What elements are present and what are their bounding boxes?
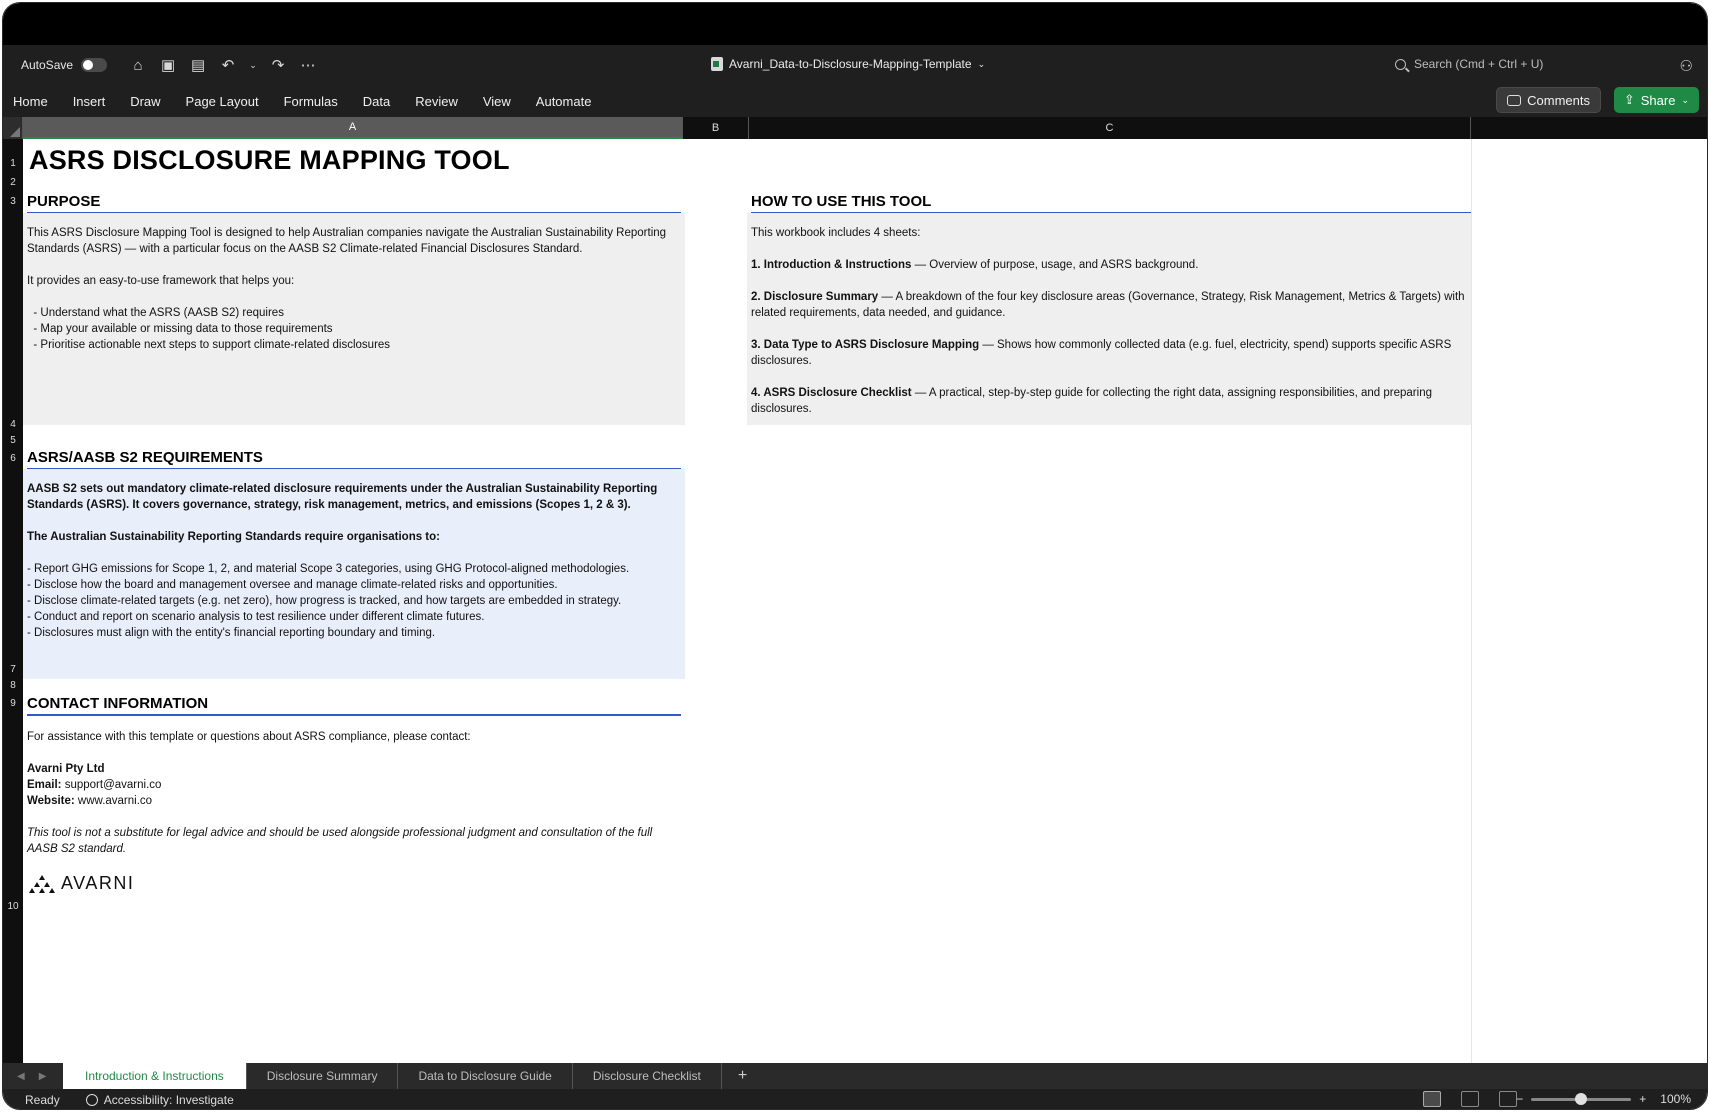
contact-heading[interactable]: CONTACT INFORMATION <box>27 695 681 716</box>
how-to-item: 3. Data Type to ASRS Disclosure Mapping — Shows how commonly collected data (e.g. fuel, electricity, spend) supports specific ASRS disclosures. <box>751 339 1452 367</box>
row-header[interactable]: 10 <box>7 901 19 912</box>
requirements-intro: The Australian Sustainability Reporting Standards require organisations to: <box>27 531 440 543</box>
save-as-icon[interactable]: ▤ <box>190 57 206 74</box>
row-header[interactable]: 2 <box>10 177 16 188</box>
share-label: Share <box>1640 92 1676 108</box>
requirements-bullet: - Conduct and report on scenario analysis to test resilience under different climate futures. <box>27 611 485 623</box>
excel-file-icon <box>711 57 723 71</box>
sheet-tab-checklist[interactable]: Disclosure Checklist <box>573 1063 722 1089</box>
select-all-corner[interactable] <box>3 117 23 139</box>
row-header[interactable]: 8 <box>10 680 16 691</box>
save-icon[interactable]: ▣ <box>160 57 176 74</box>
zoom-in-button[interactable]: + <box>1639 1092 1647 1106</box>
tab-view[interactable]: View <box>482 93 511 109</box>
purpose-paragraph: This ASRS Disclosure Mapping Tool is designed to help Australian companies navigate the Australian Sustainability Reporting Standards (ASRS) — with a particular focus on the AASB S2 Climate-related Financial Disclosures Standard. <box>27 227 667 255</box>
how-to-panel[interactable] <box>747 213 1471 425</box>
sheet-tab-bar <box>3 1063 1707 1089</box>
tab-draw[interactable]: Draw <box>130 93 161 109</box>
purpose-heading[interactable]: PURPOSE <box>27 193 681 214</box>
previous-sheet-icon[interactable]: ◀ <box>17 1070 25 1082</box>
zoom-slider-knob[interactable] <box>1575 1093 1587 1105</box>
next-sheet-icon[interactable]: ▶ <box>38 1070 47 1082</box>
column-header-a[interactable]: A <box>23 117 683 139</box>
status-ready: Ready <box>25 1093 60 1107</box>
page-title[interactable]: ASRS DISCLOSURE MAPPING TOOL <box>29 145 510 175</box>
contact-intro: For assistance with this template or questions about ASRS compliance, please contact: <box>27 731 471 743</box>
how-to-item: 1. Introduction & Instructions — Overview of purpose, usage, and ASRS background. <box>751 259 1199 271</box>
how-to-heading[interactable]: HOW TO USE THIS TOOL <box>751 193 1471 214</box>
accessibility-status[interactable] <box>86 1093 234 1107</box>
search-box[interactable] <box>1395 57 1543 71</box>
requirements-panel[interactable] <box>23 469 685 679</box>
how-to-intro: This workbook includes 4 sheets: <box>751 227 921 239</box>
status-bar <box>3 1089 1707 1110</box>
accessibility-label: Accessibility: Investigate <box>103 1093 234 1107</box>
add-sheet-button[interactable]: + <box>737 1067 748 1084</box>
normal-view-icon[interactable] <box>1423 1091 1441 1107</box>
ribbon-tabs <box>3 85 1707 117</box>
contact-email: Email: support@avarni.co <box>27 779 162 791</box>
chevron-down-icon: ⌄ <box>977 58 986 69</box>
avarni-logo <box>29 873 134 894</box>
purpose-bullet: - Prioritise actionable next steps to support climate-related disclosures <box>27 339 391 351</box>
how-to-item: 4. ASRS Disclosure Checklist — A practical, step-by-step guide for collecting the right data, assigning responsibilities, and preparing disclosures. <box>751 387 1432 415</box>
document-title[interactable] <box>711 57 985 71</box>
tab-formulas[interactable]: Formulas <box>283 93 338 109</box>
column-headers <box>3 117 1707 139</box>
search-icon <box>1395 59 1406 70</box>
page-layout-view-icon[interactable] <box>1461 1091 1479 1107</box>
sheet-tab-introduction[interactable]: Introduction & Instructions <box>63 1063 247 1089</box>
column-c-edge <box>1471 139 1472 1063</box>
sheet-tab-data-guide[interactable]: Data to Disclosure Guide <box>398 1063 572 1089</box>
undo-dropdown-icon[interactable]: ⌄ <box>249 59 257 70</box>
contact-website: Website: www.avarni.co <box>27 795 153 807</box>
row-header[interactable]: 9 <box>10 698 16 709</box>
row-header[interactable]: 6 <box>10 453 16 464</box>
accessibility-icon <box>86 1094 98 1106</box>
chevron-down-icon: ⌄ <box>1681 94 1689 105</box>
zoom-level[interactable]: 100% <box>1660 1092 1691 1106</box>
row-header[interactable]: 3 <box>10 196 16 207</box>
account-icon[interactable]: ⚇ <box>1679 58 1693 75</box>
zoom-out-button[interactable]: − <box>1516 1092 1524 1106</box>
sheet-nav-arrows <box>3 1071 63 1082</box>
tab-review[interactable]: Review <box>415 93 458 109</box>
requirements-heading[interactable]: ASRS/AASB S2 REQUIREMENTS <box>27 449 681 470</box>
requirements-bullet: - Disclosures must align with the entity's financial reporting boundary and timing. <box>27 627 436 639</box>
search-placeholder: Search (Cmd + Ctrl + U) <box>1414 57 1544 71</box>
purpose-panel[interactable] <box>23 213 685 425</box>
contact-company: Avarni Pty Ltd <box>27 763 105 775</box>
requirements-bullet: - Disclose climate-related targets (e.g. net zero), how progress is tracked, and how targets are embedded in strategy. <box>27 595 622 607</box>
comment-icon <box>1507 95 1521 106</box>
contact-block[interactable] <box>27 729 683 857</box>
view-switcher <box>1423 1091 1517 1107</box>
share-button[interactable] <box>1614 87 1699 113</box>
sheet-tab-disclosure-summary[interactable]: Disclosure Summary <box>247 1063 399 1089</box>
how-to-item: 2. Disclosure Summary — A breakdown of the four key disclosure areas (Governance, Strategy, Risk Management, Metrics & Targets) with related requirements, data needed, and guidance. <box>751 291 1465 319</box>
document-title-text: Avarni_Data-to-Disclosure-Mapping-Template <box>729 57 972 71</box>
avarni-logo-icon <box>29 874 55 894</box>
autosave-toggle[interactable] <box>81 58 107 72</box>
row-header[interactable]: 1 <box>10 158 16 169</box>
page-break-view-icon[interactable] <box>1499 1091 1517 1107</box>
redo-icon[interactable]: ↷ <box>271 57 285 74</box>
row-header[interactable]: 5 <box>10 435 16 446</box>
quick-access-toolbar <box>3 45 1707 85</box>
zoom-control <box>1516 1092 1691 1106</box>
column-header-c[interactable]: C <box>749 117 1471 139</box>
worksheet-grid[interactable] <box>23 139 1708 1063</box>
row-header[interactable]: 4 <box>10 419 16 430</box>
autosave-control[interactable] <box>21 58 107 72</box>
purpose-bullet: - Understand what the ASRS (AASB S2) requires <box>27 307 284 319</box>
tab-home[interactable]: Home <box>13 93 48 109</box>
disclaimer-text: This tool is not a substitute for legal advice and should be used alongside professional judgment and consultation of the full AASB S2 standard. <box>27 827 653 855</box>
row-headers <box>3 139 23 1063</box>
column-header-b[interactable]: B <box>683 117 749 139</box>
row-header[interactable]: 7 <box>10 664 16 675</box>
window-titlebar <box>3 3 1707 45</box>
tab-data[interactable]: Data <box>362 93 391 109</box>
tab-page-layout[interactable]: Page Layout <box>185 93 259 109</box>
requirements-bullet: - Disclose how the board and management oversee and manage climate-related risks and opportunities. <box>27 579 558 591</box>
autosave-label: AutoSave <box>21 58 74 72</box>
avarni-logo-text: AVARNI <box>61 873 135 893</box>
purpose-bullet: - Map your available or missing data to those requirements <box>27 323 333 335</box>
share-icon: ⇪ <box>1623 92 1635 107</box>
undo-icon[interactable]: ↶ <box>221 57 235 74</box>
tab-insert[interactable]: Insert <box>72 93 106 109</box>
excel-window <box>2 2 1708 1110</box>
comments-label: Comments <box>1527 92 1590 108</box>
tab-automate[interactable]: Automate <box>535 93 592 109</box>
comments-button[interactable] <box>1496 87 1601 113</box>
purpose-intro: It provides an easy-to-use framework that helps you: <box>27 275 295 287</box>
quick-access-icons <box>129 56 317 74</box>
more-options-icon[interactable]: ⋯ <box>300 57 316 74</box>
requirements-bullet: - Report GHG emissions for Scope 1, 2, and material Scope 3 categories, using GHG Protocol-aligned methodologies. <box>27 563 630 575</box>
zoom-slider[interactable] <box>1531 1098 1631 1101</box>
home-icon[interactable]: ⌂ <box>133 56 143 74</box>
requirements-paragraph: AASB S2 sets out mandatory climate-related disclosure requirements under the Australian Sustainability Reporting Standards (ASRS). It covers governance, strategy, risk management, metrics, and emissions (Scopes 1, 2 & 3). <box>27 483 658 511</box>
